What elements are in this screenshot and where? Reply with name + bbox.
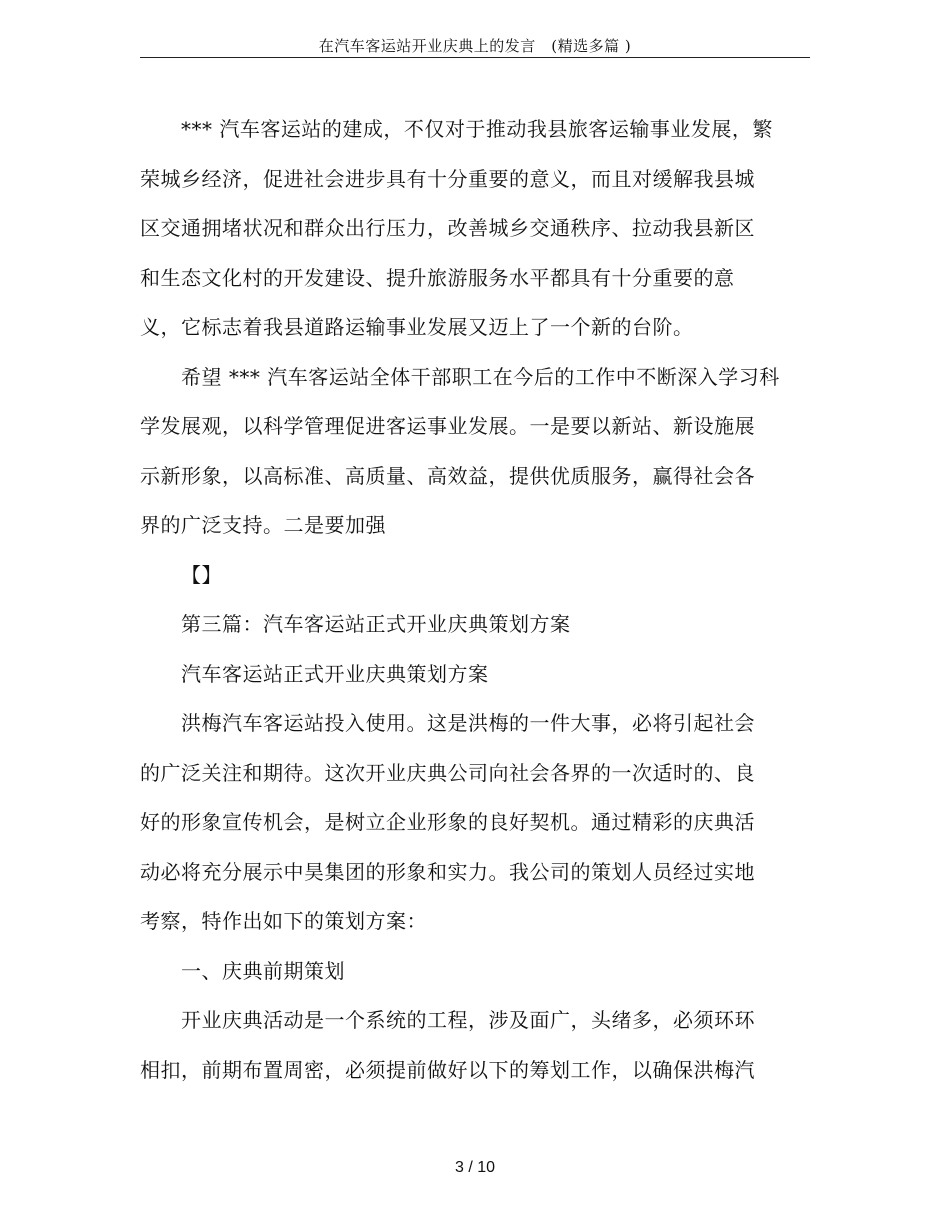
body-line: 界的广泛支持。二是要加强 bbox=[140, 513, 386, 537]
body-line: 动必将充分展示中昊集团的形象和实力。我公司的策划人员经过实地 bbox=[140, 859, 755, 884]
body-line: 区交通拥堵状况和群众出行压力，改善城乡交通秩序、拉动我县新区 bbox=[140, 216, 755, 240]
body-line: 学发展观，以科学管理促进客运事业发展。一是要以新站、新设施展 bbox=[140, 414, 755, 438]
header-divider bbox=[140, 57, 810, 58]
document-header-title: 在汽车客运站开业庆典上的发言 (精选多篇 ) bbox=[318, 37, 632, 55]
body-line: 和生态文化村的开发建设、提升旅游服务水平都具有十分重要的意 bbox=[140, 265, 735, 290]
body-line: 相扣，前期布置周密，必须提前做好以下的筹划工作，以确保洪梅汽 bbox=[140, 1057, 755, 1082]
body-line: 示新形象，以高标准、高质量、高效益，提供优质服务，赢得社会各 bbox=[140, 463, 755, 488]
body-line: 希望 *** 汽车客运站全体干部职工在今后的工作中不断深入学习科 bbox=[181, 364, 780, 389]
body-line: 义，它标志着我县道路运输事业发展又迈上了一个新的台阶。 bbox=[140, 315, 694, 339]
body-line: 的广泛关注和期待。这次开业庆典公司向社会各界的一次适时的、良 bbox=[140, 760, 755, 785]
body-line: *** 汽车客运站的建成，不仅对于推动我县旅客运输事业发展，繁 bbox=[181, 117, 773, 141]
section-heading: 第三篇：汽车客运站正式开业庆典策划方案 bbox=[181, 612, 571, 636]
body-line: 开业庆典活动是一个系统的工程，涉及面广，头绪多，必须环环 bbox=[181, 1008, 755, 1032]
body-line: 【】 bbox=[181, 562, 222, 587]
body-line: 荣城乡经济，促进社会进步具有十分重要的意义，而且对缓解我县城 bbox=[140, 166, 755, 191]
subsection-heading: 一、庆典前期策划 bbox=[181, 958, 345, 983]
document-body bbox=[140, 105, 780, 1095]
page-number: 3 / 10 bbox=[454, 1159, 496, 1176]
body-line: 好的形象宣传机会，是树立企业形象的良好契机。通过精彩的庆典活 bbox=[140, 810, 755, 834]
body-line: 洪梅汽车客运站投入使用。这是洪梅的一件大事，必将引起社会 bbox=[181, 711, 755, 735]
body-line: 考察，特作出如下的策划方案： bbox=[140, 909, 427, 933]
section-subtitle: 汽车客运站正式开业庆典策划方案 bbox=[181, 661, 489, 686]
